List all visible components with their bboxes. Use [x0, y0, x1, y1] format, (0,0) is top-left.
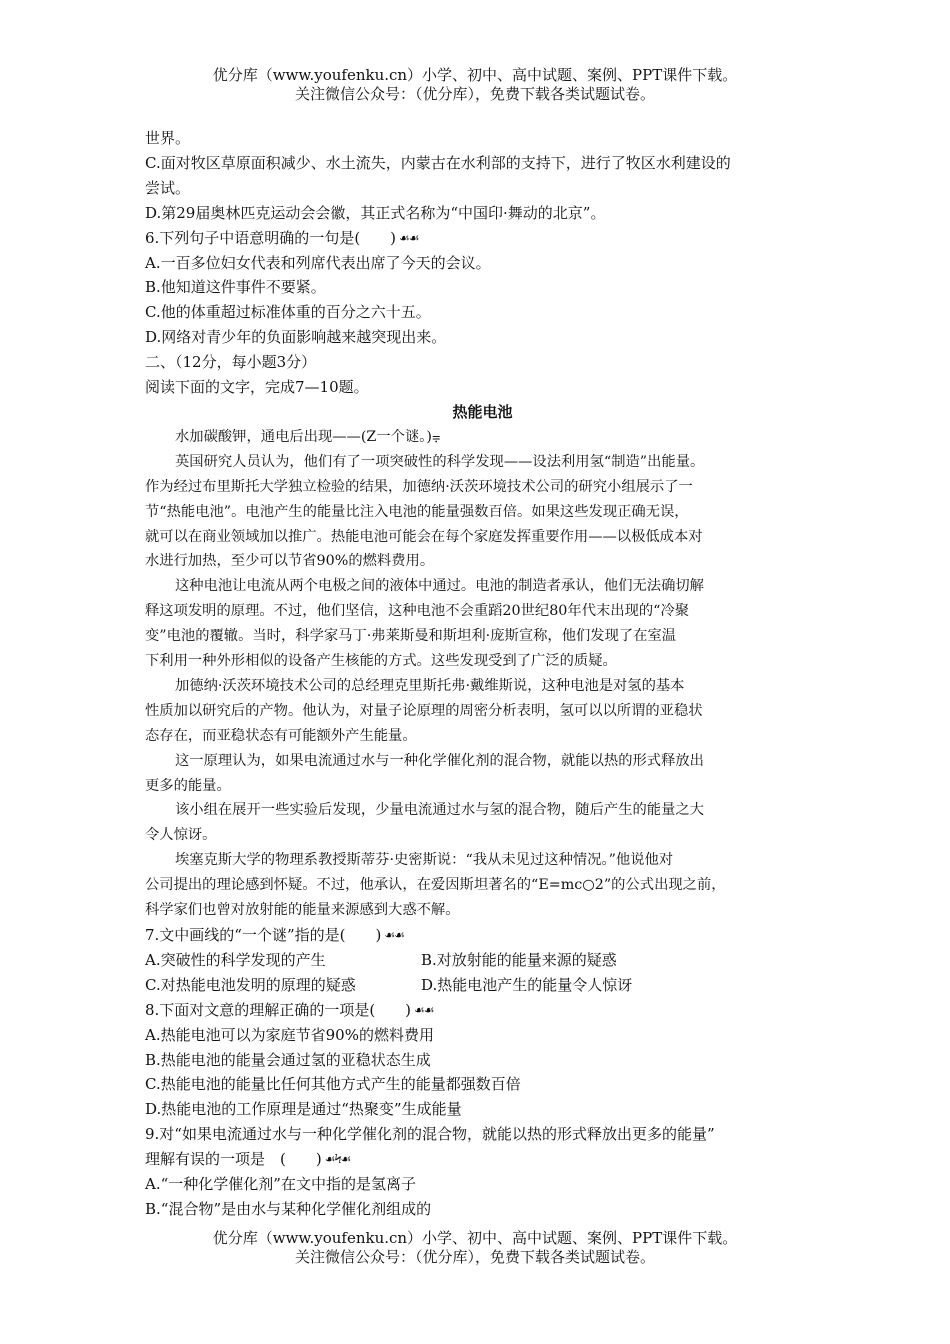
q9-option-a: A.“一种化学催化剂”在文中指的是氢离子	[145, 1175, 416, 1194]
footer-line-1: 优分库（www.youfenku.cn）小学、初中、高中试题、案例、PPT课件下载。	[212, 1229, 738, 1247]
article-title: 热能电池	[452, 402, 513, 421]
article-p6-line3: 科学家们也曾对放射能的能量来源感到大惑不解。	[145, 902, 460, 919]
q9-stem-line2	[145, 1147, 820, 1172]
q5-option-c-line2: 尝试。	[145, 178, 191, 197]
article-p5-line2: 令人惊讶。	[145, 827, 217, 844]
q9-mark-icon: ☙Ϟ☙	[324, 1152, 351, 1167]
article-p2-line1: 这种电池让电流从两个电极之间的液体中通过。电池的制造者承认，他们无法确切解	[175, 578, 704, 595]
q6-option-c: C.他的体重超过标准体重的百分之六十五。	[145, 303, 431, 322]
article-p6-line2: 公司提出的理论感到怀疑。不过，他承认，在爱因斯坦著名的“E=mc○2”的公式出现之前，	[145, 877, 726, 894]
q7-stem: 7.文中画线的“一个谜”指的是( )	[145, 926, 382, 944]
q7-options-row2	[145, 973, 820, 998]
article-lead: 水加碳酸钾，通电后出现——(Z一个谜。)⩦	[175, 428, 441, 445]
q8-option-a: A.热能电池可以为家庭节省90%的燃料费用	[145, 1025, 434, 1044]
article-p2-line2: 释这项发明的原理。不过，他们坚信，这种电池不会重蹈20世纪80年代末出现的“冷聚	[145, 603, 690, 620]
footer-line-2: 关注微信公众号：（优分库），免费下载各类试题试卷。	[294, 1248, 655, 1266]
q7-option-c: C.对热能电池发明的原理的疑惑	[145, 975, 356, 994]
q6-stem: 6.下列句子中语意明确的一句是( )	[145, 228, 397, 247]
q6-option-a: A.一百多位妇女代表和列席代表出席了今天的会议。	[145, 253, 491, 272]
q6-mark-icon: ☙☙	[399, 230, 419, 245]
article-p1-line3: 节“热能电池”。电池产生的能量比注入电池的能量强数百倍。如果这些发现正确无误，	[145, 503, 689, 520]
page-footer	[0, 1229, 950, 1267]
q8-option-c: C.热能电池的能量比任何其他方式产生的能量都强数百倍	[145, 1075, 521, 1094]
q8-stem-line	[145, 998, 820, 1023]
article-p1-line4: 就可以在商业领域加以推广。热能电池可能会在每个家庭发挥重要作用——以极低成本对	[145, 528, 703, 545]
q7-mark-icon: ☙☙	[384, 928, 404, 942]
q5-option-d: D.第29届奥林匹克运动会会徽，其正式名称为“中国印·舞动的北京”。	[145, 203, 606, 222]
q6-option-d: D.网络对青少年的负面影响越来越突现出来。	[145, 328, 447, 347]
q9-stem-text: 理解有误的一项是 ( )	[145, 1150, 322, 1169]
article-p3-line2: 性质加以研究后的产物。他认为，对量子论原理的周密分析表明，氢可以以所谓的亚稳状	[145, 702, 703, 719]
header-line-1: 优分库（www.youfenku.cn）小学、初中、高中试题、案例、PPT课件下载。	[212, 66, 738, 84]
q5-option-c-line1: C.面对牧区草原面积减少、水土流失，内蒙古在水利部的支持下，进行了牧区水利建设的	[145, 153, 731, 172]
article-p5-line1: 该小组在展开一些实验后发现，少量电流通过水与氢的混合物，随后产生的能量之大	[175, 802, 704, 819]
document-body	[145, 126, 820, 1222]
q5-continuation: 世界。	[145, 129, 191, 147]
article-p6-line1: 埃塞克斯大学的物理系教授斯蒂芬·史密斯说：“我从未见过这种情况。”他说他对	[175, 852, 674, 869]
q6-option-b: B.他知道这件事件不要紧。	[145, 278, 326, 297]
q7-option-a: A.突破性的科学发现的产生	[145, 950, 326, 969]
article-p3-line3: 态存在，而亚稳状态有可能额外产生能量。	[145, 727, 417, 744]
q8-option-b: B.热能电池的能量会通过氢的亚稳状态生成	[145, 1050, 431, 1069]
header-line-2: 关注微信公众号：（优分库），免费下载各类试题试卷。	[294, 85, 655, 103]
article-p1-line2: 作为经过布里斯托大学独立检验的结果，加德纳·沃茨环境技术公司的研究小组展示了一	[145, 478, 693, 495]
q6-stem-line	[145, 226, 820, 251]
q9-option-b: B.“混合物”是由水与某种化学催化剂组成的	[145, 1199, 432, 1218]
q7-stem-line	[145, 923, 820, 948]
q7-option-b: B.对放射能的能量来源的疑惑	[421, 950, 617, 969]
article-p2-line3: 变”电池的覆辙。当时，科学家马丁·弗莱斯曼和斯坦利·庞斯宣称，他们发现了在室温	[145, 628, 677, 645]
q8-option-d: D.热能电池的工作原理是通过“热聚变”生成能量	[145, 1100, 462, 1119]
article-p1-line1: 英国研究人员认为，他们有了一项突破性的科学发现——设法利用氢“制造”出能量。	[175, 453, 705, 470]
page-header	[0, 66, 950, 104]
q8-stem: 8.下面对文意的理解正确的一项是( )	[145, 1000, 412, 1019]
q8-mark-icon: ☙☙	[414, 1002, 434, 1017]
article-p4-line2: 更多的能量。	[145, 777, 231, 794]
article-p4-line1: 这一原理认为，如果电流通过水与一种化学催化剂的混合物，就能以热的形式释放出	[175, 752, 704, 769]
section2-instruction: 阅读下面的文字，完成7—10题。	[145, 378, 369, 397]
q9-stem-line1: 9.对“如果电流通过水与一种化学催化剂的混合物，就能以热的形式释放出更多的能量”	[145, 1125, 715, 1144]
section2-heading: 二、（12分，每小题3分）	[145, 353, 317, 372]
article-p2-line4: 下利用一种外形相似的设备产生核能的方式。这些发现受到了广泛的质疑。	[145, 653, 617, 670]
article-p1-line5: 水进行加热，至少可以节省90%的燃料费用。	[145, 553, 435, 570]
q7-options-row1	[145, 948, 820, 973]
article-p3-line1: 加德纳·沃茨环境技术公司的总经理克里斯托弗·戴维斯说，这种电池是对氢的基本	[175, 677, 685, 694]
q7-option-d: D.热能电池产生的能量令人惊讶	[421, 975, 633, 994]
